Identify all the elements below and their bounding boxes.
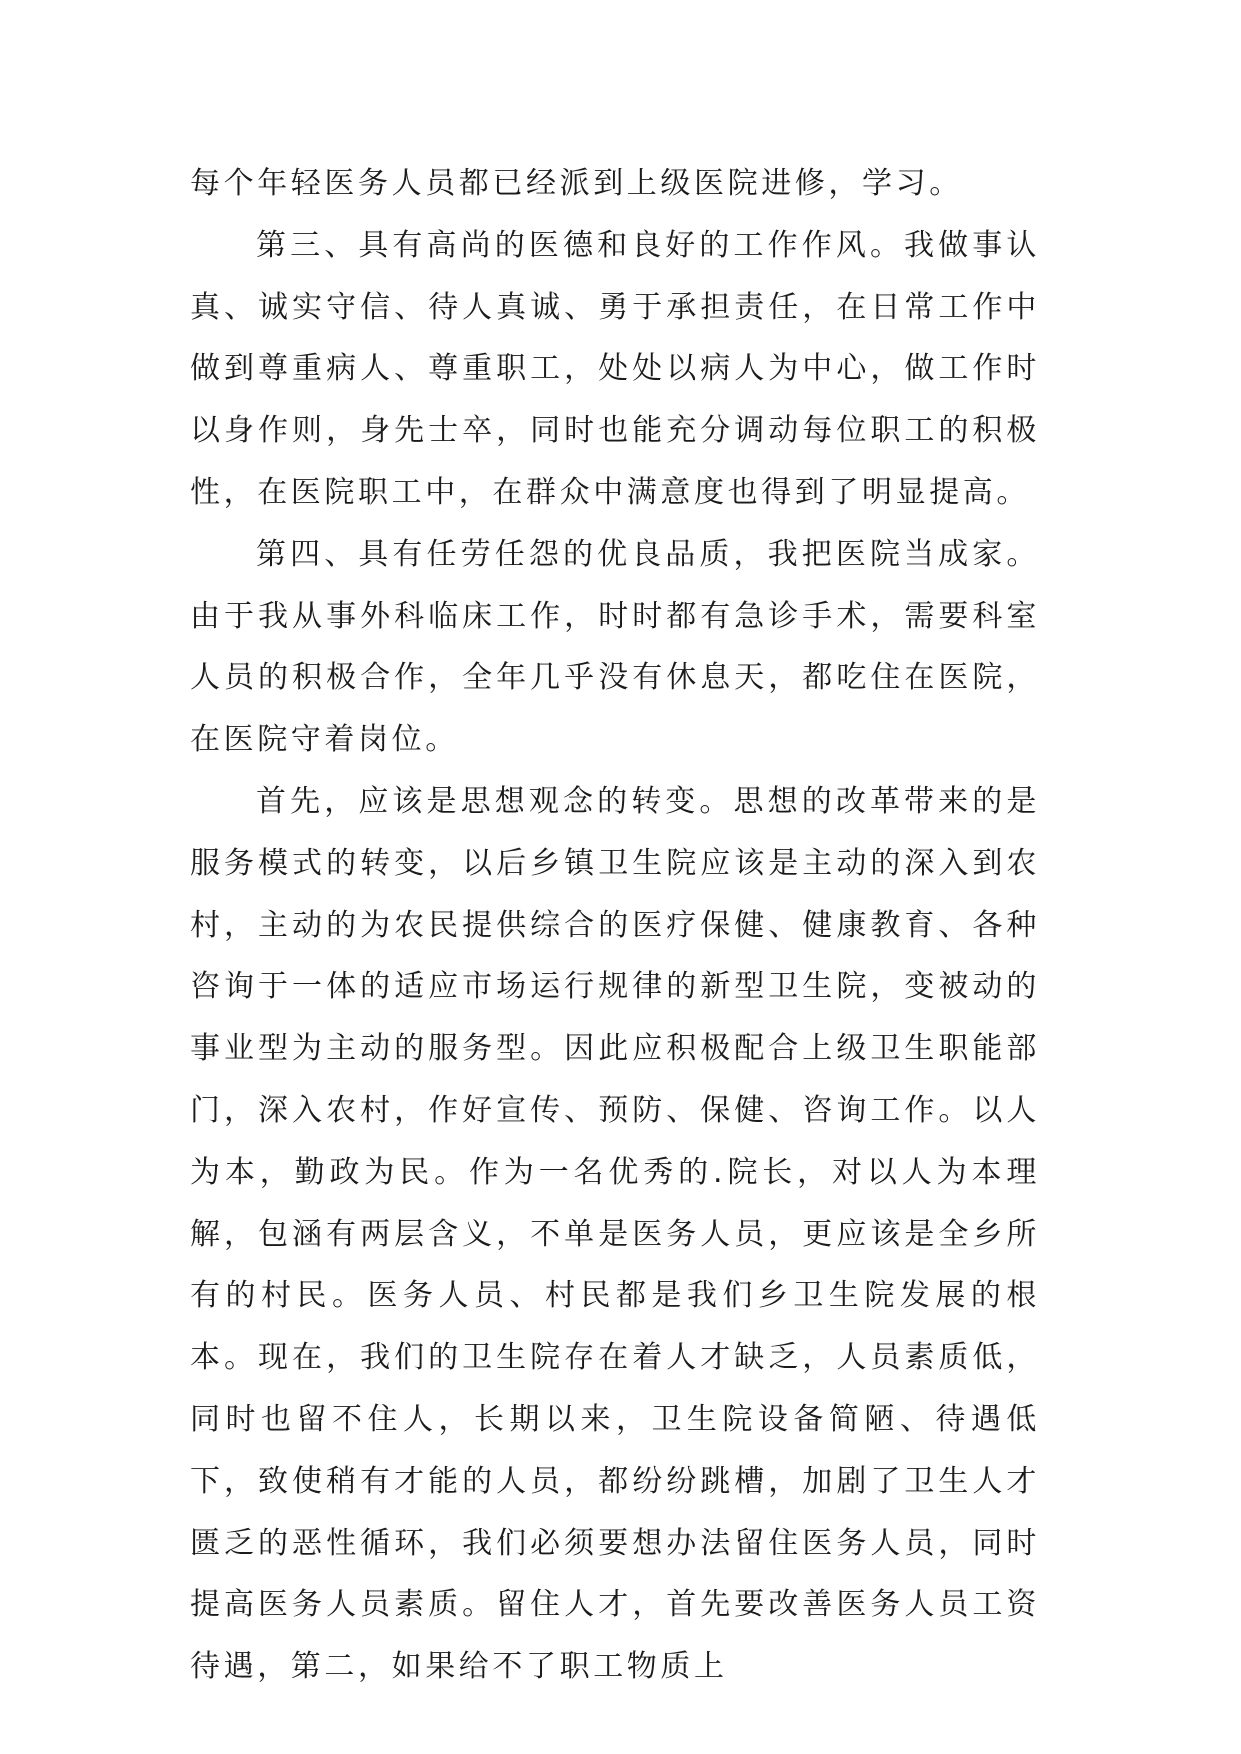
paragraph-continuation: 每个年轻医务人员都已经派到上级医院进修，学习。 [190,166,963,201]
paragraph-first-concept-change: 首先，应该是思想观念的转变。思想的改革带来的是服务模式的转变，以后乡镇卫生院应该是主动的深入到农村，主动的为农民提供综合的医疗保健、健康教育、各种咨询于一体的适应市场运行规律的新型卫生院，变被动的事业型为主动的服务型。因此应积极配合上级卫生职能部门，深入农村，作好宣传、预防、保健、咨询工作。以人为本，勤政为民。作为一名优秀的.院长，对以人为本理解，包涵有两层含义，不单是医务人员，更应该是全乡所有的村民。医务人员、村民都是我们乡卫生院发展的根本。现在，我们的卫生院存在着人才缺乏，人员素质低，同时也留不住人，长期以来，卫生院设备简陋、待遇低下，致使稍有才能的人员，都纷纷跳槽，加剧了卫生人才匮乏的恶性循环，我们必须要想办法留住医务人员，同时提高医务人员素质。留住人才，首先要改善医务人员工资待遇，第二，如果给不了职工物质上 [190,783,1040,1685]
paragraph-third-point: 第三、具有高尚的医德和良好的工作作风。我做事认真、诚实守信、待人真诚、勇于承担责任，在日常工作中做到尊重病人、尊重职工，处处以病人为中心，做工作时以身作则，身先士卒，同时也能充分调动每位职工的积极性，在医院职工中，在群众中满意度也得到了明显提高。 [190,227,1040,510]
document-body [190,153,1040,1698]
paragraph-fourth-point: 第四、具有任劳任怨的优良品质，我把医院当成家。由于我从事外科临床工作，时时都有急诊手术，需要科室人员的积极合作，全年几乎没有休息天，都吃住在医院，在医院守着岗位。 [190,536,1040,758]
